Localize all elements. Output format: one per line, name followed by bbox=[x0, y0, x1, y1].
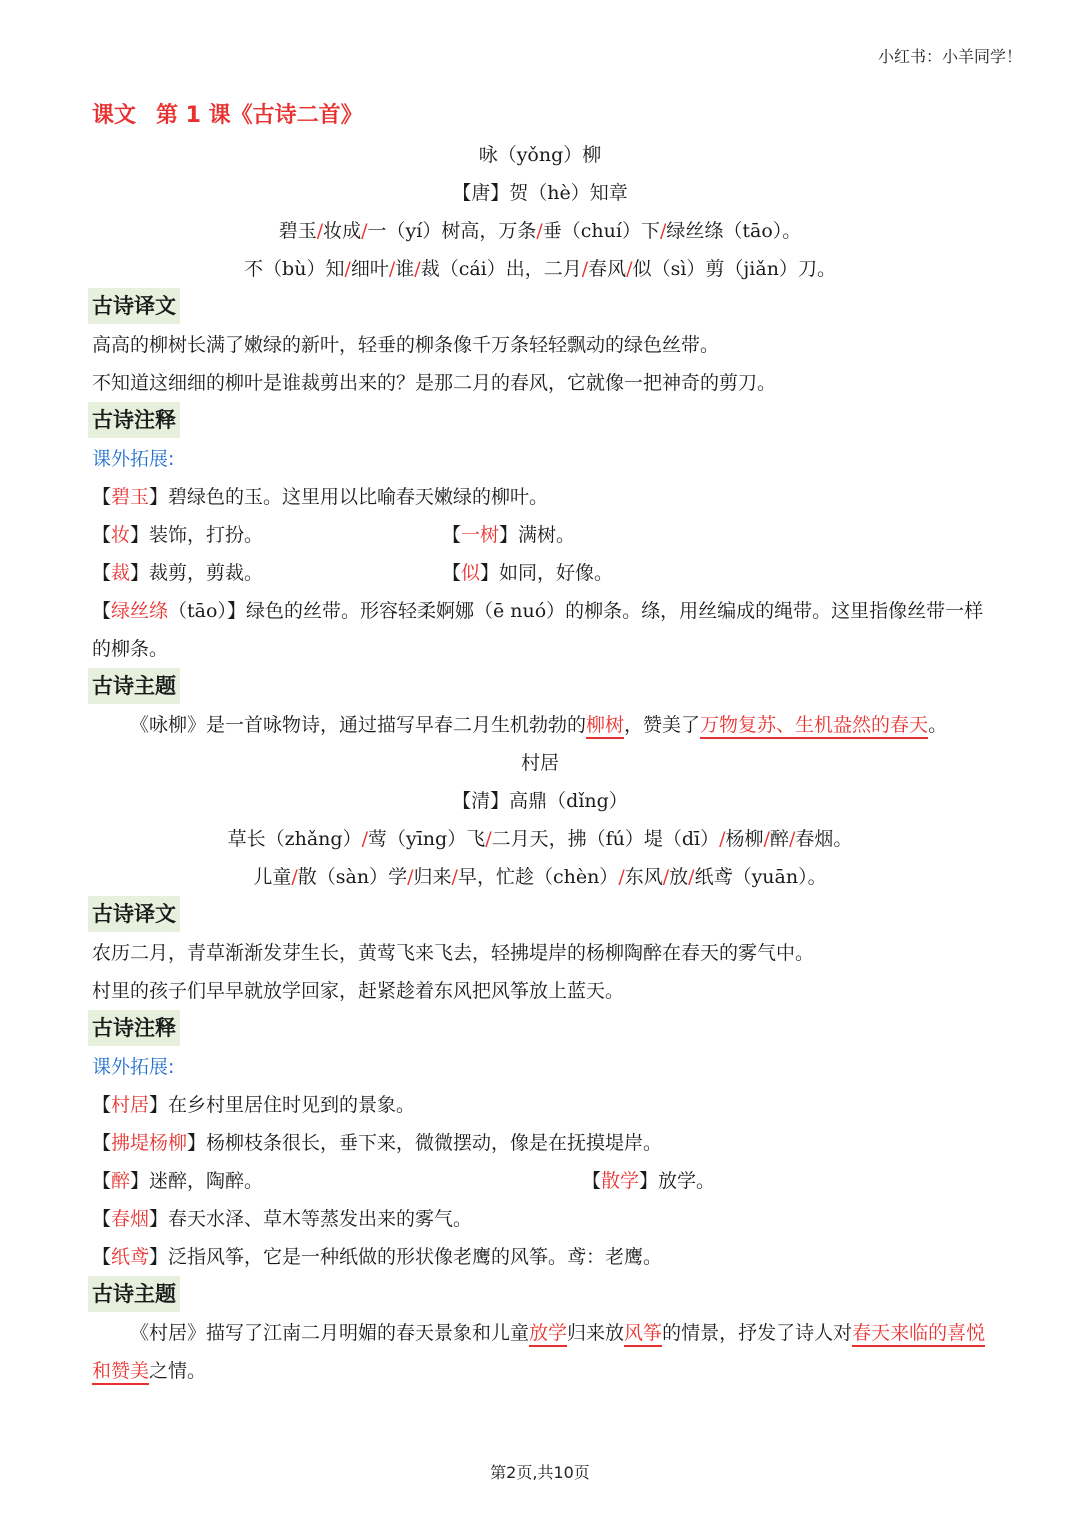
theme-text: 《村居》描写了江南二月明媚的春天景象和儿童 bbox=[130, 1322, 530, 1344]
poem-segment: 归来 bbox=[413, 866, 452, 888]
note-term: 春烟 bbox=[111, 1208, 150, 1230]
note-term: 妆 bbox=[111, 524, 131, 546]
note-def: 春天水泽、草木等蒸发出来的雾气。 bbox=[168, 1208, 473, 1230]
poem-segment: 散（sàn）学 bbox=[297, 866, 408, 888]
poem1-theme bbox=[92, 706, 988, 744]
note-def: 如同，好像。 bbox=[499, 562, 614, 584]
note-term: 裁 bbox=[111, 562, 131, 584]
poem-segment: 不（bù）知 bbox=[244, 258, 345, 280]
poem-segment: 儿童 bbox=[253, 866, 292, 888]
theme-text: 之情。 bbox=[149, 1360, 207, 1382]
poem1-line1 bbox=[92, 212, 988, 250]
poem2-translation-line1: 农历二月，青草渐渐发芽生长，黄莺飞来飞去，轻拂堤岸的杨柳陶醉在春天的雾气中。 bbox=[92, 942, 815, 964]
pause-slash: / bbox=[388, 258, 396, 280]
poem-segment: 纸鸢（yuān）。 bbox=[694, 866, 827, 888]
poem2-theme-label: 古诗主题 bbox=[88, 1276, 180, 1312]
pause-slash: / bbox=[344, 258, 351, 280]
note-sanxue: 【散学】放学。 bbox=[582, 1170, 716, 1192]
theme-highlight: 柳树 bbox=[586, 714, 624, 739]
theme-text: 的情景，抒发了诗人对 bbox=[662, 1322, 853, 1344]
note-si: 【似】如同，好像。 bbox=[442, 562, 614, 584]
theme-text: 归来放 bbox=[567, 1322, 625, 1344]
pause-slash: / bbox=[407, 866, 414, 888]
poem2-line2 bbox=[92, 858, 988, 896]
pause-slash: / bbox=[618, 866, 625, 888]
poem-segment: 二月天，拂（fú）堤（dī） bbox=[491, 828, 720, 850]
note-term: 绿丝绦 bbox=[111, 600, 169, 622]
poem-segment: 草长（zhǎng） bbox=[227, 828, 362, 850]
poem1-extension-label: 课外拓展: bbox=[92, 448, 175, 470]
note-def: 裁剪，剪裁。 bbox=[149, 562, 264, 584]
poem2-extension-label: 课外拓展: bbox=[92, 1056, 175, 1078]
poem-segment: 似（sì）剪（jiǎn）刀。 bbox=[632, 258, 836, 280]
poem1-author: 【唐】贺（hè）知章 bbox=[452, 182, 628, 204]
note-term: 一树 bbox=[461, 524, 500, 546]
note-def: 满树。 bbox=[518, 524, 576, 546]
page-footer: 第2页,共10页 bbox=[490, 1463, 590, 1482]
note-term: 纸鸢 bbox=[111, 1246, 150, 1268]
poem-segment: 放 bbox=[669, 866, 689, 888]
note-def: 在乡村里居住时见到的景象。 bbox=[168, 1094, 416, 1116]
note-cunju: 【村居】在乡村里居住时见到的景象。 bbox=[92, 1094, 416, 1116]
poem-segment: 春风 bbox=[588, 258, 627, 280]
poem1-theme-label: 古诗主题 bbox=[88, 668, 180, 704]
lesson-title: 第 1 课《古诗二首》 bbox=[156, 103, 363, 128]
theme-highlight: 春天来临的喜悦和赞美 bbox=[92, 1322, 985, 1385]
poem2-line1 bbox=[92, 820, 988, 858]
note-zhiyuan: 【纸鸢】泛指风筝，它是一种纸做的形状像老鹰的风筝。鸢：老鹰。 bbox=[92, 1246, 663, 1268]
pause-slash: / bbox=[688, 866, 695, 888]
note-def: 装饰，打扮。 bbox=[149, 524, 264, 546]
note-biyu: 【碧玉】碧绿色的玉。这里用以比喻春天嫩绿的柳叶。 bbox=[92, 486, 549, 508]
pause-slash: / bbox=[659, 220, 667, 242]
poem2-theme bbox=[92, 1314, 988, 1390]
note-row-zui-sanxue bbox=[92, 1162, 988, 1200]
theme-highlight: 风筝 bbox=[624, 1322, 662, 1347]
poem2-translation-line2: 村里的孩子们早早就放学回家，赶紧趁着东风把风筝放上蓝天。 bbox=[92, 980, 625, 1002]
pause-slash: / bbox=[536, 220, 543, 242]
note-def: 碧绿色的玉。这里用以比喻春天嫩绿的柳叶。 bbox=[168, 486, 549, 508]
theme-text: 。 bbox=[928, 714, 948, 736]
note-def: 绿色的丝带。形容轻柔婀娜（ē nuó）的柳条。绦，用丝编成的绳带。这里指像丝带一样的柳条。 bbox=[92, 600, 984, 660]
poem1-notes-label: 古诗注释 bbox=[88, 402, 180, 438]
poem-segment: 垂（chuí）下 bbox=[542, 220, 660, 242]
poem-segment: 东风 bbox=[624, 866, 663, 888]
note-row-zhuang-yishu bbox=[92, 516, 988, 554]
theme-text: 《咏柳》是一首咏物诗，通过描写早春二月生机勃勃的 bbox=[130, 714, 587, 736]
note-def: 杨柳枝条很长，垂下来，微微摆动，像是在抚摸堤岸。 bbox=[206, 1132, 663, 1154]
note-term: 村居 bbox=[111, 1094, 150, 1116]
note-chunyan: 【春烟】春天水泽、草木等蒸发出来的雾气。 bbox=[92, 1208, 473, 1230]
pause-slash: / bbox=[291, 866, 298, 888]
poem-segment: 杨柳 bbox=[725, 828, 764, 850]
poem2-title: 村居 bbox=[520, 752, 559, 774]
note-term: 散学 bbox=[601, 1170, 640, 1192]
pause-slash: / bbox=[662, 866, 670, 888]
poem1-line2 bbox=[92, 250, 988, 288]
poem-segment: 早，忙趁（chèn） bbox=[457, 866, 619, 888]
note-def: 迷醉，陶醉。 bbox=[149, 1170, 264, 1192]
pause-slash: / bbox=[451, 866, 458, 888]
theme-text: ，赞美了 bbox=[624, 714, 701, 736]
poem-segment: 醉 bbox=[769, 828, 789, 850]
pause-slash: / bbox=[719, 828, 726, 850]
pause-slash: / bbox=[316, 220, 324, 242]
note-pinyin: （tāo） bbox=[168, 600, 227, 622]
pause-slash: / bbox=[361, 828, 368, 850]
pause-slash: / bbox=[485, 828, 492, 850]
pause-slash: / bbox=[414, 258, 421, 280]
theme-highlight: 放学 bbox=[529, 1322, 567, 1347]
poem1-translation-line2: 不知道这细细的柳叶是谁裁剪出来的？是那二月的春风，它就像一把神奇的剪刀。 bbox=[92, 372, 777, 394]
lesson-label: 课文 bbox=[92, 103, 137, 128]
poem-segment: 莺（yīng）飞 bbox=[367, 828, 486, 850]
lesson-heading bbox=[92, 96, 988, 136]
note-def: 泛指风筝，它是一种纸做的形状像老鹰的风筝。鸢：老鹰。 bbox=[168, 1246, 663, 1268]
poem2-translation-label: 古诗译文 bbox=[88, 896, 180, 932]
watermark: 小红书：小羊同学！ bbox=[877, 47, 1022, 66]
note-term: 碧玉 bbox=[111, 486, 150, 508]
note-cai: 【裁】裁剪，剪裁。 bbox=[92, 562, 264, 584]
page-content bbox=[92, 96, 988, 1390]
poem1-translation-line1: 高高的柳树长满了嫩绿的新叶，轻垂的柳条像千万条轻轻飘动的绿色丝带。 bbox=[92, 334, 720, 356]
poem-segment: 妆成 bbox=[323, 220, 362, 242]
pause-slash: / bbox=[788, 828, 796, 850]
note-term: 醉 bbox=[111, 1170, 131, 1192]
note-zhuang: 【妆】装饰，打扮。 bbox=[92, 524, 264, 546]
note-def: 放学。 bbox=[658, 1170, 716, 1192]
poem-segment: 一（yí）树高，万条 bbox=[367, 220, 537, 242]
note-yishu: 【一树】满树。 bbox=[442, 524, 576, 546]
note-term: 拂堤杨柳 bbox=[111, 1132, 188, 1154]
note-fudiyangliu: 【拂堤杨柳】杨柳枝条很长，垂下来，微微摆动，像是在抚摸堤岸。 bbox=[92, 1132, 663, 1154]
pause-slash: / bbox=[361, 220, 368, 242]
poem-segment: 春烟。 bbox=[795, 828, 853, 850]
poem2-notes-label: 古诗注释 bbox=[88, 1010, 180, 1046]
pause-slash: / bbox=[763, 828, 770, 850]
poem2-author: 【清】高鼎（dǐng） bbox=[452, 790, 628, 812]
pause-slash: / bbox=[581, 258, 589, 280]
poem-segment: 细叶 bbox=[350, 258, 389, 280]
note-term: 似 bbox=[461, 562, 481, 584]
theme-highlight: 万物复苏、生机盎然的春天 bbox=[700, 714, 928, 739]
poem-segment: 绿丝绦（tāo）。 bbox=[666, 220, 802, 242]
poem1-title: 咏（yǒng）柳 bbox=[478, 144, 602, 166]
poem-segment: 谁 bbox=[395, 258, 415, 280]
note-lvsitao: 【绿丝绦（tāo）】绿色的丝带。形容轻柔婀娜（ē nuó）的柳条。绦，用丝编成的绳带。这里指像丝带一样的柳条。 bbox=[92, 600, 984, 660]
note-row-cai-si bbox=[92, 554, 988, 592]
pause-slash: / bbox=[626, 258, 633, 280]
poem1-translation-label: 古诗译文 bbox=[88, 288, 180, 324]
poem-segment: 碧玉 bbox=[278, 220, 317, 242]
note-zui: 【醉】迷醉，陶醉。 bbox=[92, 1170, 264, 1192]
poem-segment: 裁（cái）出，二月 bbox=[420, 258, 582, 280]
